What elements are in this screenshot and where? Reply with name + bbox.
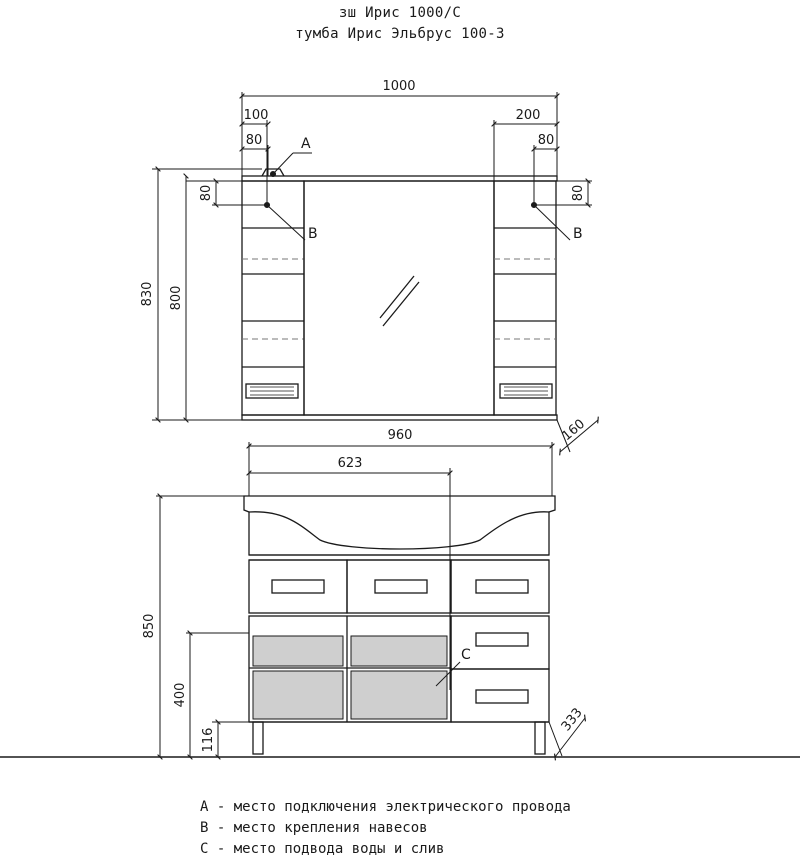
dim-cabinet-width: 960 [387, 428, 413, 443]
mirror-panel [304, 181, 494, 415]
mirror-cabinet [242, 169, 557, 420]
dim-mirror-body-height: 800 [169, 285, 184, 311]
dim-right-offset: 200 [515, 108, 541, 123]
marker-c: C [461, 647, 471, 663]
dim-mirror-width: 1000 [382, 79, 416, 94]
sink-bowl [249, 512, 549, 549]
dim-mirror-depth: 160 [559, 416, 589, 445]
dim-cabinet-height: 850 [142, 613, 157, 639]
dim-water-height: 400 [173, 682, 188, 708]
drawer-5 [451, 669, 549, 722]
legend-item-c: C - место подвода воды и слив [200, 841, 445, 857]
drawer-1 [249, 560, 347, 613]
marker-b-left: B [308, 226, 318, 242]
mirror-title: зш Ирис 1000/С [338, 5, 462, 21]
leg-right [535, 722, 545, 754]
right-column [494, 181, 556, 415]
dim-right-socket: 80 [537, 133, 555, 148]
legend-item-a: A - место подключения электрического провода [200, 799, 571, 815]
left-column [242, 181, 304, 415]
countertop [244, 496, 555, 555]
dim-right-hook: 80 [571, 184, 586, 202]
mirror-top-shelf [242, 176, 557, 181]
marker-b-right: B [573, 226, 583, 242]
mirror-bottom-shelf [242, 415, 557, 420]
dim-left-offset: 100 [243, 108, 269, 123]
dim-left-socket: 80 [245, 133, 263, 148]
drawer-2 [347, 560, 451, 613]
glass-panels [253, 636, 447, 719]
dim-sink-center: 623 [337, 456, 363, 471]
leg-left [253, 722, 263, 754]
dim-left-hook: 80 [199, 184, 214, 202]
legend-item-b: B - место крепления навесов [200, 820, 428, 836]
dim-cabinet-depth: 333 [558, 705, 586, 735]
drawer-3 [451, 560, 549, 613]
cabinet-title: тумба Ирис Эльбрус 100-3 [295, 26, 505, 42]
dim-leg-height: 116 [201, 727, 216, 753]
dim-mirror-total-height: 830 [140, 281, 155, 307]
marker-a: A [301, 136, 311, 152]
